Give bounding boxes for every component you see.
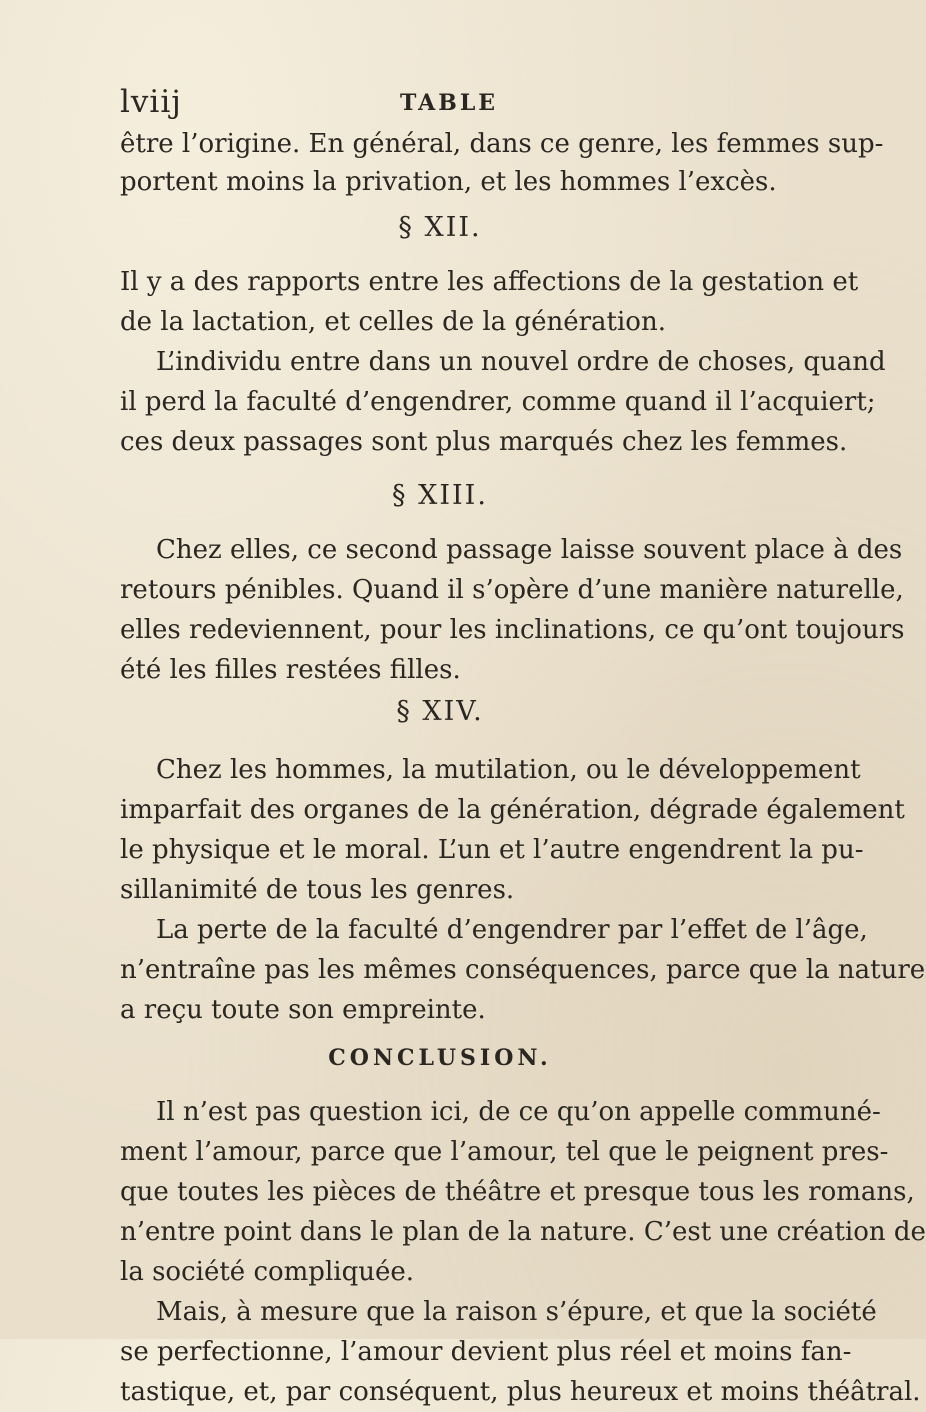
text-line: Chez les hommes, la mutilation, ou le développement <box>156 755 861 785</box>
text-line: être l’origine. En général, dans ce genre, les femmes sup- <box>120 129 884 159</box>
text-line: a reçu toute son empreinte. <box>120 995 486 1025</box>
text-line: ment l’amour, parce que l’amour, tel que le peignent pres- <box>120 1137 889 1167</box>
text-line: elles redeviennent, pour les inclinations, ce qu’ont toujours <box>120 615 905 645</box>
text-line: se perfectionne, l’amour devient plus réel et moins fan- <box>120 1337 852 1367</box>
text-line: Chez elles, ce second passage laisse souvent place à des <box>156 535 903 565</box>
text-line: ces deux passages sont plus marqués chez les femmes. <box>120 427 848 457</box>
text-line: de la lactation, et celles de la génération. <box>120 307 666 337</box>
text-line: n’entraîne pas les mêmes conséquences, parce que la nature <box>120 955 926 985</box>
text-line: il perd la faculté d’engendrer, comme quand il l’acquiert; <box>120 387 876 417</box>
text-line: L’individu entre dans un nouvel ordre de choses, quand <box>156 347 886 377</box>
text-line: retours pénibles. Quand il s’opère d’une manière naturelle, <box>120 575 904 605</box>
text-line: la société compliquée. <box>120 1257 415 1287</box>
section-heading-xiii: § XIII. <box>392 480 488 511</box>
text-line: n’entre point dans le plan de la nature. C’est une création de <box>120 1217 926 1247</box>
text-line: été les filles restées filles. <box>120 655 461 685</box>
conclusion-heading: CONCLUSION. <box>328 1045 552 1071</box>
text-line: tastique, et, par conséquent, plus heureux et moins théâtral. <box>120 1377 921 1407</box>
text-line: Mais, à mesure que la raison s’épure, et que la société <box>156 1297 877 1327</box>
text-line: portent moins la privation, et les hommes l’excès. <box>120 167 777 197</box>
section-heading-xiv: § XIV. <box>396 696 484 727</box>
text-line: Il n’est pas question ici, de ce qu’on appelle communé- <box>156 1097 881 1127</box>
text-line: Il y a des rapports entre les affections de la gestation et <box>120 267 859 297</box>
text-line: imparfait des organes de la génération, dégrade également <box>120 795 905 825</box>
text-line: La perte de la faculté d’engendrer par l’effet de l’âge, <box>156 915 868 945</box>
page-header <box>0 84 800 124</box>
text-line: le physique et le moral. L’un et l’autre engendrent la pu- <box>120 835 864 865</box>
section-heading-xii: § XII. <box>398 212 482 243</box>
text-line: que toutes les pièces de théâtre et presque tous les romans, <box>120 1177 915 1207</box>
page-number: lviij <box>120 84 182 120</box>
text-line: sillanimité de tous les genres. <box>120 875 515 905</box>
running-head: TABLE <box>400 90 499 116</box>
